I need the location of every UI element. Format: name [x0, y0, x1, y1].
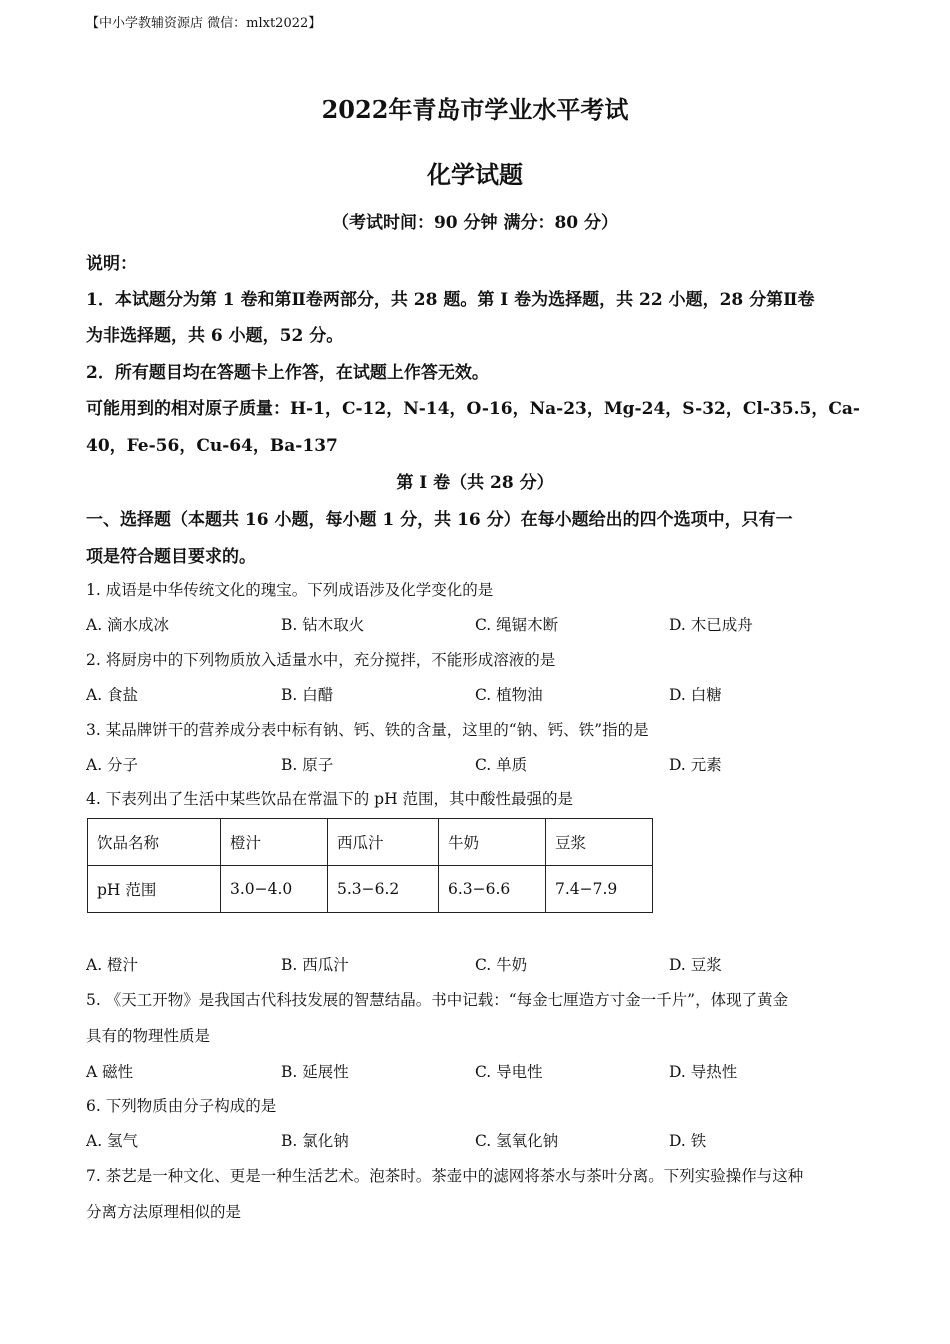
question-3-stem: 3. 某品牌饼干的营养成分表中标有钠、钙、铁的含量，这里的“钠、钙、铁”指的是	[86, 721, 649, 739]
ph-table-cell: pH 范围	[88, 866, 221, 913]
part-1-instructions-line-2: 项是符合题目要求的。	[86, 547, 256, 567]
note-1-line-2: 为非选择题，共 6 小题，52 分。	[86, 326, 344, 346]
exam-info: （考试时间：90 分钟 满分：80 分）	[331, 213, 619, 233]
question-2-option-c: C. 植物油	[475, 686, 543, 704]
question-3-option-d: D. 元素	[669, 756, 722, 774]
question-3-option-c: C. 单质	[475, 756, 528, 774]
question-6-option-a: A. 氢气	[86, 1132, 139, 1150]
exam-subtitle: 化学试题	[427, 160, 523, 189]
ph-table-header-row	[88, 819, 653, 866]
question-4-option-a: A. 橙汁	[86, 956, 139, 974]
ph-table-cell: 7.4−7.9	[546, 866, 653, 913]
ph-table-cell: 橙汁	[221, 819, 328, 866]
question-3-option-b: B. 原子	[281, 756, 334, 774]
question-7-stem-line-1: 7. 茶艺是一种文化、更是一种生活艺术。泡茶时。茶壶中的滤网将茶水与茶叶分离。下列实验操作与这种	[86, 1167, 804, 1185]
question-4-option-c: C. 牛奶	[475, 956, 528, 974]
question-2-option-d: D. 白糖	[669, 686, 722, 704]
ph-table-cell: 豆浆	[546, 819, 653, 866]
question-5-stem-line-2: 具有的物理性质是	[86, 1027, 211, 1045]
question-1-option-a: A. 滴水成冰	[86, 616, 170, 634]
question-2-option-b: B. 白醋	[281, 686, 334, 704]
atomic-mass-line-1: 可能用到的相对原子质量：H-1，C-12，N-14，O-16，Na-23，Mg-24，S-32，Cl-35.5，Ca-	[86, 399, 860, 419]
question-4-option-b: B. 西瓜汁	[281, 956, 349, 974]
question-6-option-b: B. 氯化钠	[281, 1132, 349, 1150]
ph-table-cell: 饮品名称	[88, 819, 221, 866]
question-7-stem-line-2: 分离方法原理相似的是	[86, 1203, 242, 1221]
question-6-option-d: D. 铁	[669, 1132, 707, 1150]
question-5-stem-line-1: 5. 《天工开物》是我国古代科技发展的智慧结晶。书中记载：“每金七厘造方寸金一千片”，体现了黄金	[86, 991, 789, 1009]
question-1-stem: 1. 成语是中华传统文化的瑰宝。下列成语涉及化学变化的是	[86, 581, 494, 599]
question-1-option-c: C. 绳锯木断	[475, 616, 559, 634]
question-2-option-a: A. 食盐	[86, 686, 139, 704]
question-5-option-d: D. 导热性	[669, 1063, 738, 1081]
exam-title: 2022年青岛市学业水平考试	[321, 95, 629, 124]
ph-table-cell: 5.3−6.2	[328, 866, 439, 913]
note-2: 2．所有题目均在答题卡上作答，在试题上作答无效。	[86, 363, 489, 383]
notes-heading: 说明：	[86, 254, 137, 274]
ph-table-cell: 3.0−4.0	[221, 866, 328, 913]
question-6-option-c: C. 氢氧化钠	[475, 1132, 559, 1150]
page-header: 【中小学教辅资源店 微信：mlxt2022】	[86, 16, 322, 31]
ph-table-cell: 6.3−6.6	[439, 866, 546, 913]
question-6-stem: 6. 下列物质由分子构成的是	[86, 1097, 277, 1115]
question-5-option-a: A 磁性	[86, 1063, 134, 1081]
question-5-option-c: C. 导电性	[475, 1063, 543, 1081]
section-title: 第 I 卷（共 28 分）	[396, 473, 554, 493]
question-4-stem: 4. 下表列出了生活中某些饮品在常温下的 pH 范围，其中酸性最强的是	[86, 790, 574, 808]
atomic-mass-line-2: 40，Fe-56，Cu-64，Ba-137	[86, 436, 338, 456]
question-3-option-a: A. 分子	[86, 756, 139, 774]
ph-table-cell: 牛奶	[439, 819, 546, 866]
question-1-option-b: B. 钻木取火	[281, 616, 365, 634]
question-4-option-d: D. 豆浆	[669, 956, 722, 974]
ph-table-cell: 西瓜汁	[328, 819, 439, 866]
ph-table	[87, 818, 653, 913]
part-1-instructions-line-1: 一、选择题（本题共 16 小题，每小题 1 分，共 16 分）在每小题给出的四个选项中，只有一	[86, 510, 793, 530]
note-1-line-1: 1．本试题分为第 1 卷和第Ⅱ卷两部分，共 28 题。第 I 卷为选择题，共 22 小题，28 分第Ⅱ卷	[86, 290, 815, 310]
question-2-stem: 2. 将厨房中的下列物质放入适量水中，充分搅拌，不能形成溶液的是	[86, 651, 556, 669]
question-1-option-d: D. 木已成舟	[669, 616, 753, 634]
question-5-option-b: B. 延展性	[281, 1063, 349, 1081]
ph-table-data-row	[88, 866, 653, 913]
